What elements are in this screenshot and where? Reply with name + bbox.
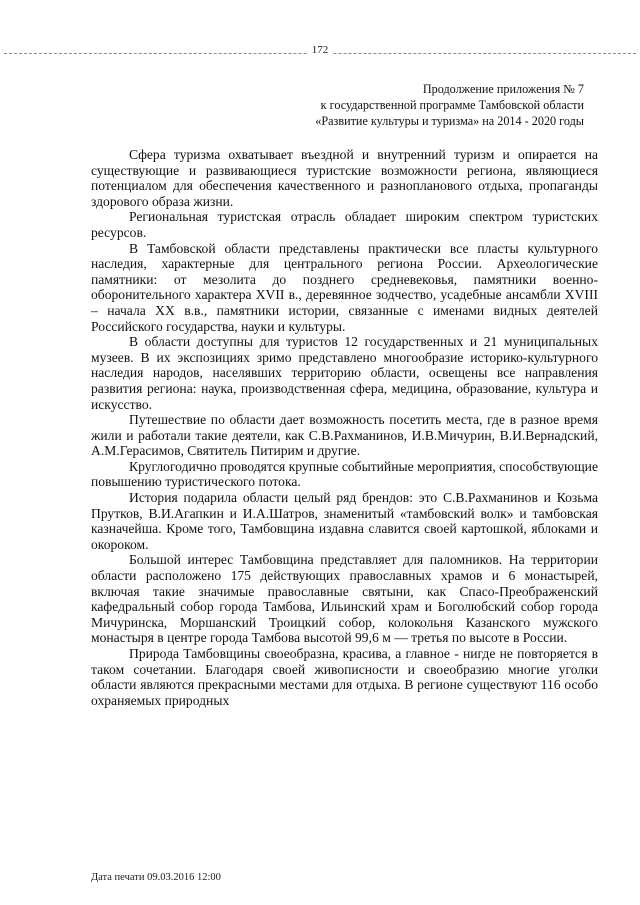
paragraph-pilgrims: Большой интерес Тамбовщина представляет для паломников. На территории области расположено 175 действующих православных храмов и 6 монастырей, включая такие значимые православные святыни, как Спасо-Преображенский кафедральный собор города Тамбова, Ильинский храм и Боголюбский собор города Мичуринска, Моршанский Троицкий собор, колокольня Казанского мужского монастыря в центре города Тамбова высотой 99,6 м — третья по высоте в России.	[91, 552, 598, 646]
document-body	[91, 147, 598, 708]
header-line-3: «Развитие культуры и туризма» на 2014 - 2020 годы	[315, 114, 584, 128]
paragraph-travel: Путешествие по области дает возможность посетить места, где в разное время жили и работали такие деятели, как С.В.Рахманинов, И.В.Мичурин, В.И.Вернадский, А.М.Герасимов, Святитель Питирим и другие.	[91, 412, 598, 459]
paragraph-brands: История подарила области целый ряд брендов: это С.В.Рахманинов и Козьма Прутков, В.И.Агапкин и И.А.Шатров, знаменитый «тамбовский волк» и тамбовская казначейша. Кроме того, Тамбовщина издавна славится своей картошкой, яблоками и окороком.	[91, 490, 598, 552]
header-line-2: к государственной программе Тамбовской области	[320, 98, 584, 112]
appendix-header	[264, 81, 584, 129]
header-line-1: Продолжение приложения № 7	[422, 82, 584, 96]
paragraph-events: Круглогодично проводятся крупные событийные мероприятия, способствующие повышению туристического потока.	[91, 458, 598, 490]
paragraph-nature: Природа Тамбовщины своеобразна, красива, а главное - нигде не повторяется в таком сочетании. Благодаря своей живописности и своеобразию многие уголки области являются прекрасными местами для отдыха. В регионе существуют 116 особо охраняемых природных	[91, 646, 598, 708]
paragraph-cultural-heritage: В Тамбовской области представлены практически все пласты культурного наследия, характерные для центрального региона России. Археологические памятники: от мезолита до позднего средневековья, памятники военно-оборонительного характера XVII в., деревянное зодчество, усадебные ансамбли XVIII – начала XX в.в., памятники истории, связанные с именами видных деятелей Российского государства, науки и культуры.	[91, 240, 598, 334]
paragraph-museums: В области доступны для туристов 12 государственных и 21 муниципальных музеев. В их экспозициях зримо представлено многообразие историко-культурного наследия народов, населявших территорию области, освещены все направления развития региона: наука, производственная сфера, медицина, образование, культура и искусство.	[91, 334, 598, 412]
paragraph-tourist-resources: Региональная туристская отрасль обладает широким спектром туристских ресурсов.	[91, 209, 598, 240]
page-number: 172	[309, 44, 332, 56]
paragraph-tourism-sphere: Сфера туризма охватывает въездной и внутренний туризм и опирается на существующие и развивающиеся туристские возможности региона, являющиеся потенциалом для обеспечения качественного и разнопланового отдыха, пропаганды здорового образа жизни.	[91, 147, 598, 209]
print-date: Дата печати 09.03.2016 12:00	[91, 872, 221, 883]
